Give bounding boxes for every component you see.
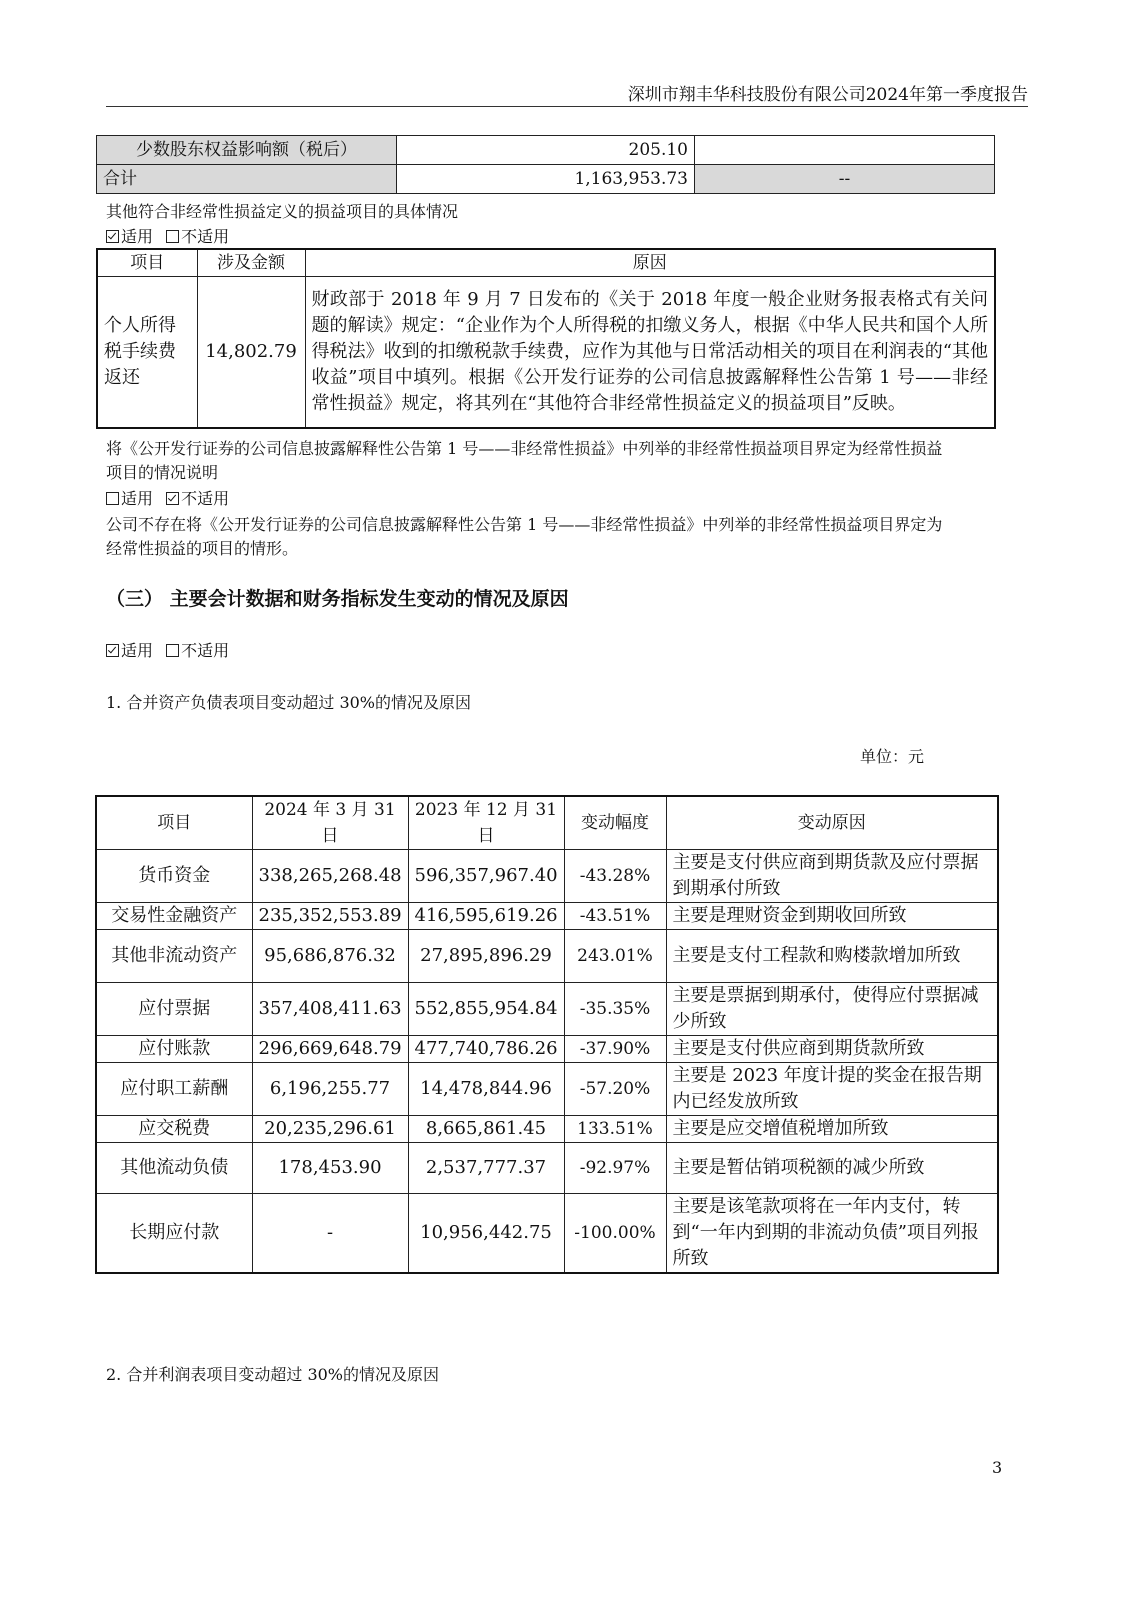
- item-cell: 个人所得税手续费返还: [97, 277, 197, 429]
- row-note: [695, 136, 995, 165]
- reason-cell: 主要是理财资金到期收回所致: [666, 903, 998, 930]
- change-cell: -43.51%: [564, 903, 666, 930]
- subheading-income-statement: 2. 合并利润表项目变动超过 30%的情况及原因: [106, 1365, 440, 1384]
- header-amount: 涉及金额: [197, 249, 305, 277]
- item-cell: 应付职工薪酬: [96, 1063, 252, 1116]
- table-header-row: [97, 249, 995, 277]
- reason-cell: 主要是支付供应商到期货款及应付票据到期承付所致: [666, 850, 998, 903]
- item-cell: 应交税费: [96, 1116, 252, 1143]
- header-reason: 原因: [305, 249, 995, 277]
- current-cell: 95,686,876.32: [252, 930, 408, 983]
- row-label: 少数股东权益影响额（税后）: [97, 136, 397, 165]
- reason-cell: 主要是支付工程款和购楼款增加所致: [666, 930, 998, 983]
- option-row: [106, 486, 229, 509]
- table-row: [96, 1194, 998, 1274]
- header-item: 项目: [96, 796, 252, 850]
- table-row: [96, 1143, 998, 1194]
- reason-cell: 主要是暂估销项税额的减少所致: [666, 1143, 998, 1194]
- header-current: 2024 年 3 月 31 日: [252, 796, 408, 850]
- change-cell: -92.97%: [564, 1143, 666, 1194]
- table-row: [96, 850, 998, 903]
- reason-cell: 主要是 2023 年度计提的奖金在报告期内已经发放所致: [666, 1063, 998, 1116]
- previous-cell: 2,537,777.37: [408, 1143, 564, 1194]
- item-cell: 其他非流动资产: [96, 930, 252, 983]
- change-cell: 133.51%: [564, 1116, 666, 1143]
- classification-line1: 将《公开发行证券的公司信息披露解释性公告第 1 号——非经常性损益》中列举的非经常性损益项目界定为经常性损益: [106, 439, 943, 458]
- current-cell: 178,453.90: [252, 1143, 408, 1194]
- previous-cell: 8,665,861.45: [408, 1116, 564, 1143]
- row-amount: 1,163,953.73: [397, 165, 695, 194]
- reason-cell: 主要是该笔款项将在一年内支付，转到“一年内到期的非流动负债”项目列报所致: [666, 1194, 998, 1274]
- option-no: 不适用: [181, 489, 230, 508]
- other-items-title: 其他符合非经常性损益定义的损益项目的具体情况: [106, 202, 459, 221]
- other-items-table: [96, 248, 996, 429]
- current-cell: 296,669,648.79: [252, 1036, 408, 1063]
- header-reason: 变动原因: [666, 796, 998, 850]
- header-item: 项目: [97, 249, 197, 277]
- table-row: [97, 136, 995, 165]
- previous-cell: 552,855,954.84: [408, 983, 564, 1036]
- unchecked-checkbox-icon: [106, 492, 119, 505]
- previous-cell: 27,895,896.29: [408, 930, 564, 983]
- unchecked-checkbox-icon: [166, 230, 179, 243]
- table-row: [96, 1063, 998, 1116]
- checked-checkbox-icon: [166, 492, 179, 505]
- option-yes: 适用: [121, 489, 154, 508]
- change-cell: -100.00%: [564, 1194, 666, 1274]
- current-cell: 357,408,411.63: [252, 983, 408, 1036]
- current-cell: 6,196,255.77: [252, 1063, 408, 1116]
- classification-line2: 项目的情况说明: [106, 463, 219, 482]
- option-yes: 适用: [121, 227, 154, 246]
- current-cell: 338,265,268.48: [252, 850, 408, 903]
- subheading-balance-sheet: 1. 合并资产负债表项目变动超过 30%的情况及原因: [106, 693, 472, 712]
- unchecked-checkbox-icon: [166, 644, 179, 657]
- option-no: 不适用: [181, 227, 230, 246]
- table-row: [96, 903, 998, 930]
- table-row: [96, 1036, 998, 1063]
- current-cell: 235,352,553.89: [252, 903, 408, 930]
- table-header-row: [96, 796, 998, 850]
- change-cell: -37.90%: [564, 1036, 666, 1063]
- current-cell: 20,235,296.61: [252, 1116, 408, 1143]
- classification-text2: 经常性损益的项目的情形。: [106, 539, 299, 558]
- reason-cell: 主要是支付供应商到期货款所致: [666, 1036, 998, 1063]
- previous-cell: 10,956,442.75: [408, 1194, 564, 1274]
- item-cell: 货币资金: [96, 850, 252, 903]
- section-heading: （三） 主要会计数据和财务指标发生变动的情况及原因: [106, 588, 569, 610]
- reason-cell: 主要是票据到期承付，使得应付票据减少所致: [666, 983, 998, 1036]
- row-amount: 205.10: [397, 136, 695, 165]
- header-change: 变动幅度: [564, 796, 666, 850]
- item-cell: 应付账款: [96, 1036, 252, 1063]
- option-row: [106, 224, 229, 247]
- previous-cell: 14,478,844.96: [408, 1063, 564, 1116]
- classification-text1: 公司不存在将《公开发行证券的公司信息披露解释性公告第 1 号——非经常性损益》中列举的非经常性损益项目界定为: [106, 515, 943, 534]
- header-previous: 2023 年 12 月 31 日: [408, 796, 564, 850]
- table-row: [97, 277, 995, 429]
- balance-change-table: [95, 795, 999, 1274]
- item-cell: 交易性金融资产: [96, 903, 252, 930]
- reason-cell: 财政部于 2018 年 9 月 7 日发布的《关于 2018 年度一般企业财务报表格式有关问题的解读》规定：“企业作为个人所得税的扣缴义务人，根据《中华人民共和国个人所得税法》收到的扣缴税款手续费，应作为其他与日常活动相关的项目在利润表的“其他收益”项目中填列。根据《公开发行证券的公司信息披露解释性公告第 1 号——非经常性损益》规定，将其列在“其他符合非经常性损益定义的损益项目”反映。: [305, 277, 995, 429]
- table-row: [97, 165, 995, 194]
- amount-cell: 14,802.79: [197, 277, 305, 429]
- change-cell: 243.01%: [564, 930, 666, 983]
- change-cell: -57.20%: [564, 1063, 666, 1116]
- table-row: [96, 930, 998, 983]
- page-header: [106, 78, 1028, 107]
- row-note: --: [695, 165, 995, 194]
- item-cell: 其他流动负债: [96, 1143, 252, 1194]
- previous-cell: 596,357,967.40: [408, 850, 564, 903]
- change-cell: -43.28%: [564, 850, 666, 903]
- item-cell: 长期应付款: [96, 1194, 252, 1274]
- previous-cell: 416,595,619.26: [408, 903, 564, 930]
- table-row: [96, 1116, 998, 1143]
- checked-checkbox-icon: [106, 644, 119, 657]
- checked-checkbox-icon: [106, 230, 119, 243]
- reason-cell: 主要是应交增值税增加所致: [666, 1116, 998, 1143]
- change-cell: -35.35%: [564, 983, 666, 1036]
- page-number: 3: [992, 1458, 1003, 1477]
- previous-cell: 477,740,786.26: [408, 1036, 564, 1063]
- option-no: 不适用: [181, 641, 230, 660]
- item-cell: 应付票据: [96, 983, 252, 1036]
- option-yes: 适用: [121, 641, 154, 660]
- unit-label: 单位：元: [860, 747, 925, 766]
- summary-table: [96, 135, 995, 194]
- table-row: [96, 983, 998, 1036]
- option-row: [106, 638, 229, 661]
- row-label: 合计: [97, 165, 397, 194]
- current-cell: -: [252, 1194, 408, 1274]
- header-title: 深圳市翔丰华科技股份有限公司2024年第一季度报告: [627, 85, 1028, 105]
